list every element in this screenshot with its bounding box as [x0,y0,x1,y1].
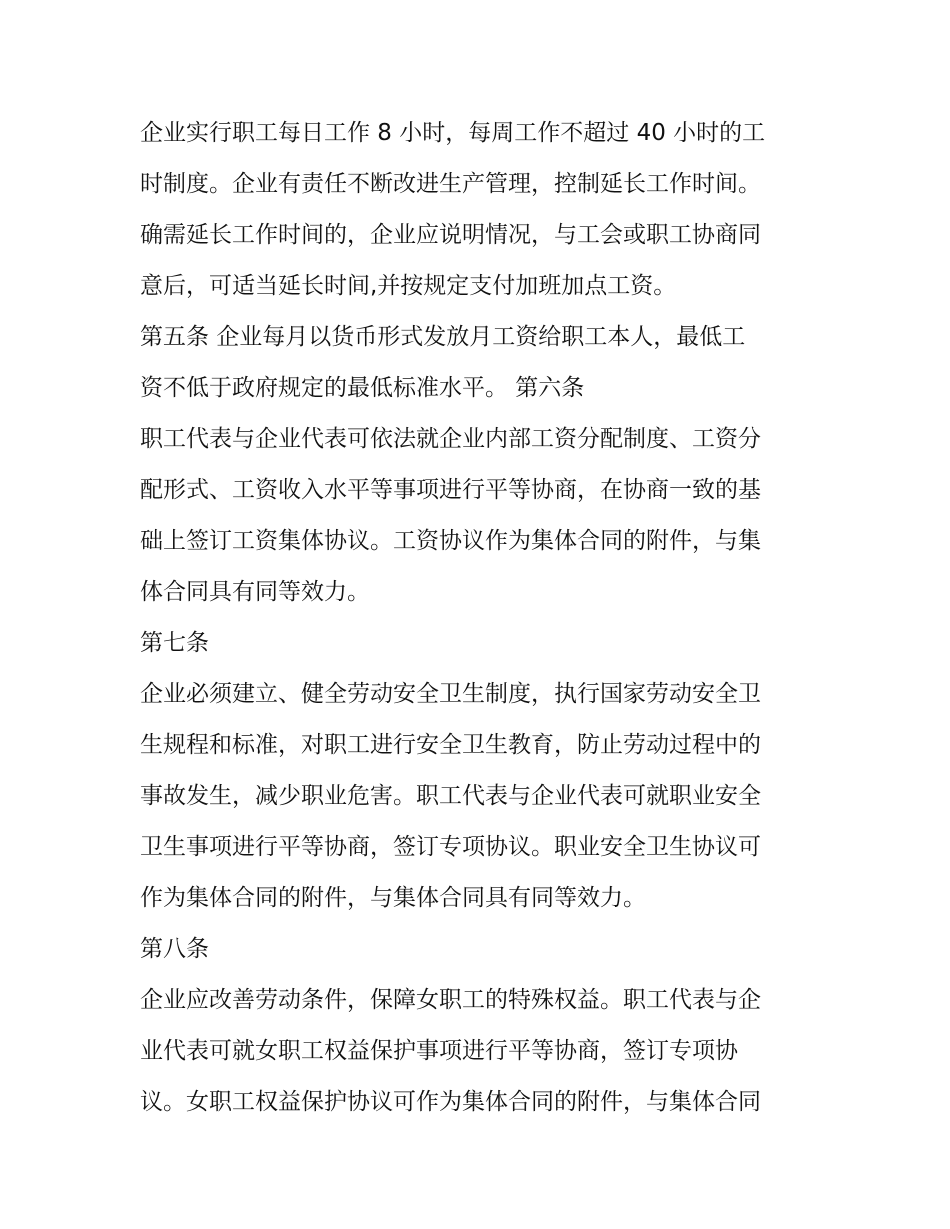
article-7-heading: 第七条 [140,630,209,656]
text-line: 企业应改善劳动条件，保障女职工的特殊权益。职工代表与企 [140,987,761,1013]
text-line: 确需延长工作时间的，企业应说明情况，与工会或职工协商同 [140,222,761,248]
text-line: 卫生事项进行平等协商，签订专项协议。职业安全卫生协议可 [140,834,761,860]
article-8-heading: 第八条 [140,936,209,962]
article-5-line: 第五条 企业每月以货币形式发放月工资给职工本人，最低工 [140,324,746,350]
text-line: 职工代表与企业代表可依法就企业内部工资分配制度、工资分 [140,426,761,452]
document-body [140,108,830,1128]
text-line: 业代表可就女职工权益保护事项进行平等协商，签订专项协 [140,1038,738,1064]
text-line: 时制度。企业有责任不断改进生产管理，控制延长工作时间。 [140,171,761,197]
text-line: 体合同具有同等效力。 [140,579,370,605]
text-line: 议。女职工权益保护协议可作为集体合同的附件，与集体合同 [140,1089,761,1115]
text-line: 企业必须建立、健全劳动安全卫生制度，执行国家劳动安全卫 [140,681,761,707]
text-line: 企业实行职工每日工作 8 小时，每周工作不超过 40 小时的工 [140,120,766,146]
text-line: 事故发生，减少职业危害。职工代表与企业代表可就职业安全 [140,783,761,809]
text-line: 作为集体合同的附件，与集体合同具有同等效力。 [140,885,646,911]
text-line: 配形式、工资收入水平等事项进行平等协商，在协商一致的基 [140,477,761,503]
text-line: 资不低于政府规定的最低标准水平。 第六条 [140,375,585,401]
text-line: 意后，可适当延长时间,并按规定支付加班加点工资。 [140,273,677,299]
text-line: 生规程和标准，对职工进行安全卫生教育，防止劳动过程中的 [140,732,761,758]
text-line: 础上签订工资集体协议。工资协议作为集体合同的附件，与集 [140,528,761,554]
